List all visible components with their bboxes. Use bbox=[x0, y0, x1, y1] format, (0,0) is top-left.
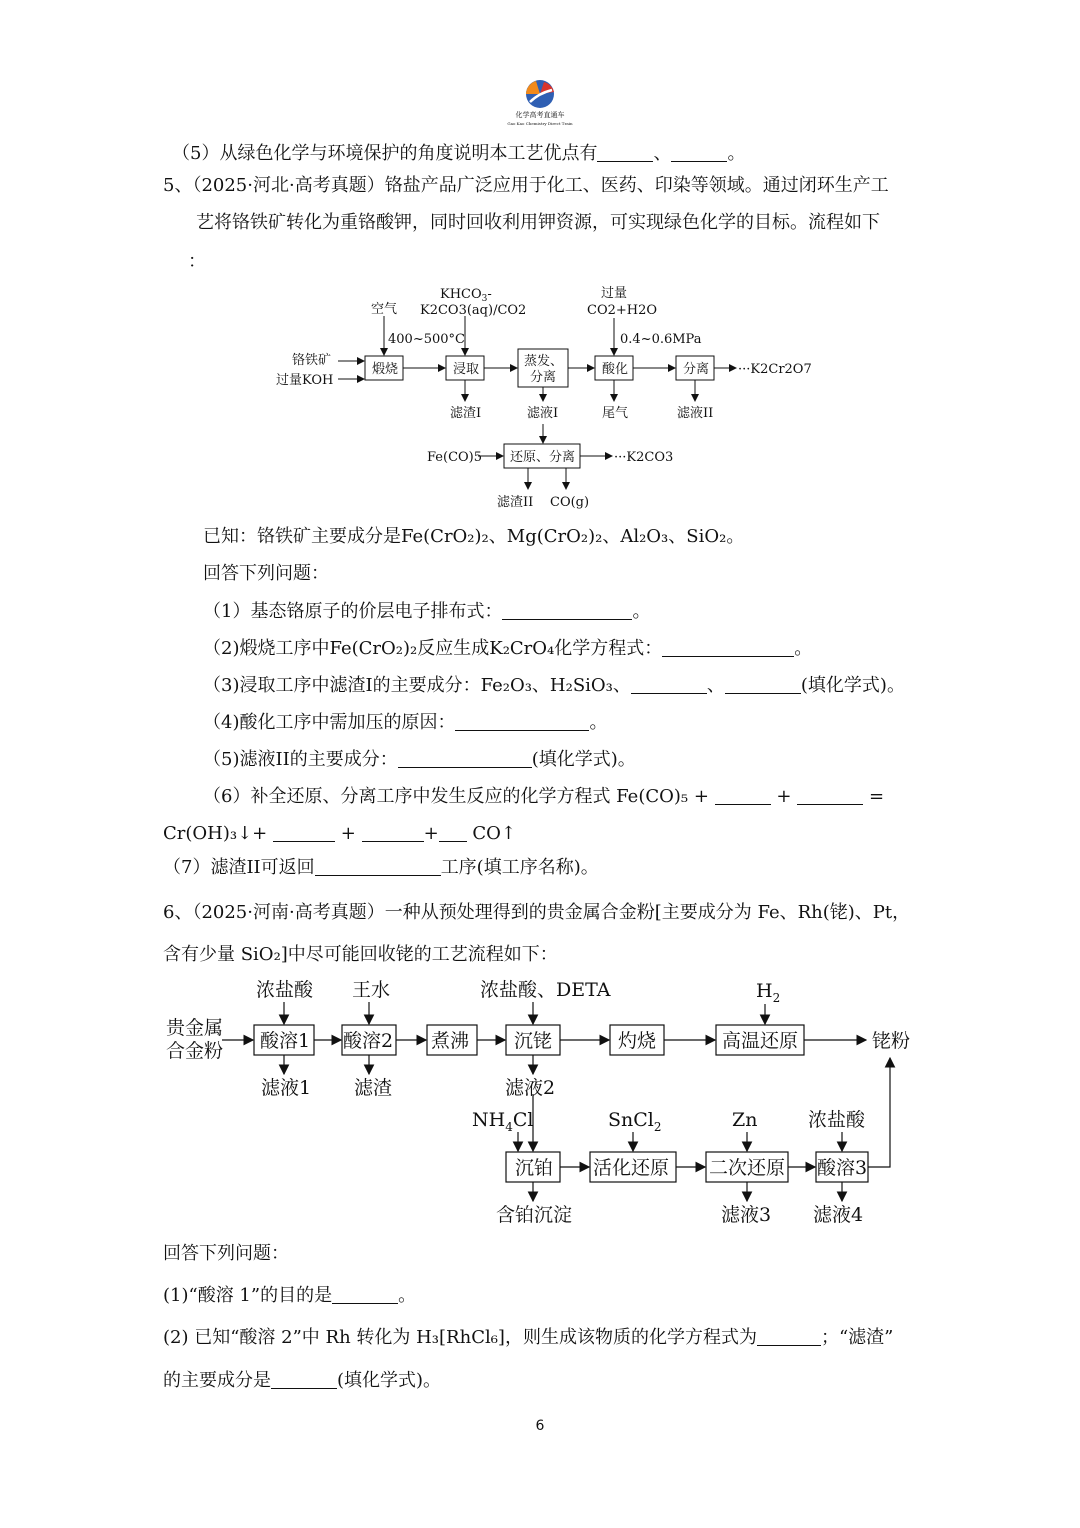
q6-flow-diagram bbox=[160, 972, 920, 1234]
q5-q2: （2)煅烧工序中Fe(CrO₂)₂反应生成K₂CrO₄化学方程式： 。 bbox=[203, 638, 813, 659]
label-aqua: 王水 bbox=[352, 979, 391, 1001]
blank[interactable] bbox=[273, 823, 335, 842]
q5-intro-3: ： bbox=[188, 251, 206, 272]
label-box-acid1: 酸溶1 bbox=[260, 1030, 311, 1052]
q5-intro-2: 艺将铬铁矿转化为重铬酸钾，同时回收利用钾资源，可实现绿色化学的目标。流程如下 bbox=[196, 212, 880, 233]
blank[interactable] bbox=[398, 749, 532, 768]
label-sncl2: SnCl$_2$ bbox=[608, 1109, 662, 1134]
label-box-hred: 高温还原 bbox=[722, 1030, 799, 1052]
label-filtrate3: 滤液3 bbox=[721, 1204, 772, 1226]
label-filtrate1: 滤液I bbox=[527, 406, 559, 421]
blank[interactable] bbox=[597, 143, 653, 162]
blank[interactable] bbox=[662, 638, 794, 657]
label-co2h2o: CO2+H2O bbox=[587, 303, 658, 318]
label-box-burn: 灼烧 bbox=[618, 1030, 657, 1052]
q5-intro-1: 5、（2025·河北·高考真题）铬盐产品广泛应用于化工、医药、印染等领域。通过闭环生产工 bbox=[163, 175, 889, 196]
q5-q6-line2: Cr(OH)₃↓+ + + CO↑ bbox=[163, 823, 517, 844]
prev-q5-line: （5）从绿色化学与环境保护的角度说明本工艺优点有 、 。 bbox=[172, 143, 746, 164]
logo bbox=[507, 76, 573, 128]
q5-answer-prompt: 回答下列问题： bbox=[203, 563, 329, 584]
label-box-evap2: 分离 bbox=[530, 370, 557, 385]
blank[interactable] bbox=[332, 1285, 398, 1304]
label-box-red2: 二次还原 bbox=[709, 1157, 786, 1179]
q6-intro-2: 含有少量 SiO₂]中尽可能回收铑的工艺流程如下： bbox=[163, 944, 558, 965]
label-box-ppt: 沉铂 bbox=[515, 1157, 554, 1179]
label-k2co3: K2CO3(aq)/CO2 bbox=[420, 303, 527, 318]
label-box-prh: 沉铑 bbox=[514, 1030, 553, 1052]
label-box-evap1: 蒸发、 bbox=[524, 354, 564, 369]
label-box-sep: 分离 bbox=[683, 362, 710, 377]
prev-q5-text: （5）从绿色化学与环境保护的角度说明本工艺优点有 bbox=[172, 143, 598, 164]
label-feed1: 贵金属 bbox=[166, 1017, 224, 1039]
q6-q1: (1)“酸溶 1”的目的是 。 bbox=[163, 1285, 417, 1306]
q5-q4: （4)酸化工序中需加压的原因： 。 bbox=[203, 712, 608, 733]
label-pt-ppt: 含铂沉淀 bbox=[496, 1204, 573, 1226]
label-product: 铑粉 bbox=[872, 1030, 911, 1052]
q6-q2-line2: 的主要成分是 (填化学式)。 bbox=[163, 1370, 442, 1391]
label-filtrate4: 滤液4 bbox=[813, 1204, 864, 1226]
q6-intro-1: 6、（2025·河南·高考真题）一种从预处理得到的贵金属合金粉[主要成分为 Fe、Rh(铑)、Pt， bbox=[163, 902, 911, 923]
q5-q6-line1: （6）补全还原、分离工序中发生反应的化学方程式 Fe(CO)₅ + + = bbox=[203, 786, 885, 807]
blank[interactable] bbox=[362, 823, 424, 842]
q5-q5: （5)滤液II的主要成分： (填化学式)。 bbox=[203, 749, 636, 770]
label-hcl-deta: 浓盐酸、DETA bbox=[480, 979, 611, 1001]
q5-known: 已知：铬铁矿主要成分是Fe(CrO₂)₂、Mg(CrO₂)₂、Al₂O₃、SiO₂。 bbox=[203, 526, 745, 547]
logo-text: 化学高考直通车 bbox=[515, 111, 565, 119]
label-filtrate2: 滤液2 bbox=[505, 1077, 556, 1099]
blank[interactable] bbox=[502, 601, 632, 620]
blank[interactable] bbox=[315, 857, 441, 876]
label-zn: Zn bbox=[732, 1109, 758, 1131]
label-air: 空气 bbox=[371, 302, 398, 317]
blank[interactable] bbox=[715, 786, 771, 805]
blank[interactable] bbox=[725, 675, 801, 694]
q5-q1: （1）基态铬原子的价层电子排布式： 。 bbox=[203, 601, 651, 622]
label-product2: ···K2CO3 bbox=[614, 450, 674, 465]
label-product1: ···K2Cr2O7 bbox=[738, 362, 812, 377]
label-filtrate1: 滤液1 bbox=[261, 1077, 312, 1099]
label-filtrate2: 滤液II bbox=[677, 406, 714, 421]
label-residue2: 滤渣II bbox=[497, 495, 534, 510]
label-box-boil: 煮沸 bbox=[431, 1030, 470, 1052]
label-tailgas: 尾气 bbox=[602, 406, 629, 421]
blank[interactable] bbox=[455, 712, 589, 731]
label-hcl: 浓盐酸 bbox=[256, 979, 314, 1001]
page-number: 6 bbox=[535, 1418, 545, 1434]
blank[interactable] bbox=[631, 675, 707, 694]
label-residue1: 滤渣I bbox=[450, 406, 482, 421]
label-hcl2: 浓盐酸 bbox=[808, 1109, 866, 1131]
label-nh4cl: $NH_4Cl$ bbox=[472, 1109, 534, 1134]
blank[interactable] bbox=[757, 1327, 821, 1346]
blank[interactable] bbox=[671, 143, 727, 162]
blank[interactable] bbox=[797, 786, 863, 805]
label-h2: $H_2$ bbox=[756, 980, 781, 1005]
label-koh: 过量KOH bbox=[276, 373, 334, 388]
label-temp: 400~500°C bbox=[388, 332, 465, 347]
label-box-act: 活化还原 bbox=[593, 1157, 670, 1179]
q5-q7: （7）滤渣II可返回 工序(填工序名称)。 bbox=[163, 857, 599, 878]
label-khco3: $KHCO_3-$ bbox=[440, 287, 492, 304]
label-excess: 过量 bbox=[601, 286, 628, 301]
label-box-reduce: 还原、分离 bbox=[510, 450, 576, 465]
label-box-acid: 酸化 bbox=[602, 362, 629, 377]
q5-flow-diagram bbox=[260, 276, 820, 516]
q5-q3: （3)浸取工序中滤渣I的主要成分：Fe₂O₃、H₂SiO₃、 、 (填化学式)。 bbox=[203, 675, 905, 696]
label-box-calcine: 煅烧 bbox=[372, 362, 399, 377]
label-residue: 滤渣 bbox=[354, 1077, 393, 1099]
label-feed2: 合金粉 bbox=[166, 1040, 224, 1062]
label-box-leach: 浸取 bbox=[453, 362, 480, 377]
label-ore: 铬铁矿 bbox=[292, 353, 332, 368]
label-box-acid2: 酸溶2 bbox=[343, 1030, 394, 1052]
label-feco5: Fe(CO)5 bbox=[427, 450, 483, 465]
label-box-acid3: 酸溶3 bbox=[817, 1157, 868, 1179]
blank[interactable] bbox=[271, 1370, 337, 1389]
q6-q2-line1: (2) 已知“酸溶 2”中 Rh 转化为 H₃[RhCl₆]，则生成该物质的化学方程式为 ；“滤渣” bbox=[163, 1327, 894, 1348]
q6-answer-prompt: 回答下列问题： bbox=[163, 1243, 289, 1264]
logo-subtext: Gao Kao Chemistry Direct Train bbox=[507, 121, 573, 126]
label-pressure: 0.4~0.6MPa bbox=[620, 332, 702, 347]
blank[interactable] bbox=[439, 823, 467, 842]
label-cog: CO(g) bbox=[550, 495, 590, 510]
